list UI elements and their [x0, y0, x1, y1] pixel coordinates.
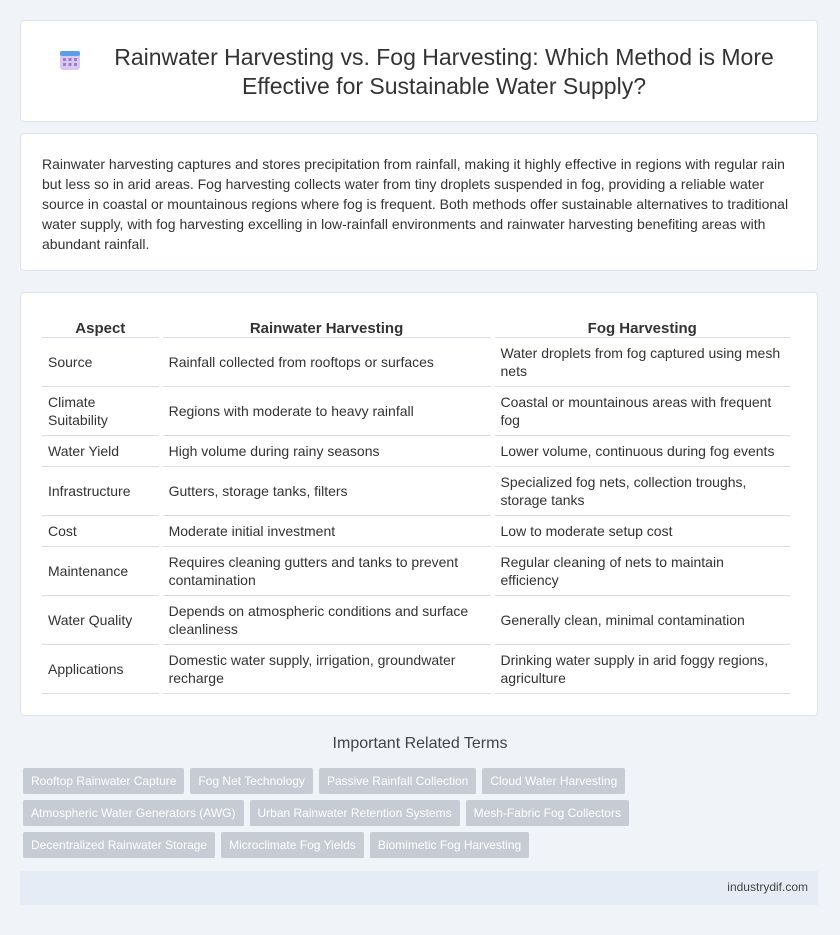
cell-rainwater: Moderate initial investment: [163, 516, 491, 547]
table-row: [42, 467, 790, 516]
cell-rainwater: Requires cleaning gutters and tanks to prevent contamination: [163, 547, 491, 596]
cell-aspect: Cost: [42, 516, 159, 547]
comparison-card: [20, 292, 818, 716]
table-header-row: [42, 315, 790, 338]
cell-rainwater: Depends on atmospheric conditions and surface cleanliness: [163, 596, 491, 645]
related-term-tag[interactable]: Fog Net Technology: [190, 768, 313, 794]
calendar-grid-icon: [59, 49, 81, 71]
page-title: Rainwater Harvesting vs. Fog Harvesting: Which Method is More Effective for Sustainable Water Supply?: [114, 44, 774, 99]
cell-fog: Coastal or mountainous areas with frequent fog: [495, 387, 791, 436]
table-row: [42, 547, 790, 596]
cell-aspect: Water Quality: [42, 596, 159, 645]
header-aspect: Aspect: [42, 315, 159, 338]
related-term-tag[interactable]: Biomimetic Fog Harvesting: [370, 832, 529, 858]
cell-fog: Lower volume, continuous during fog events: [495, 436, 791, 467]
cell-fog: Regular cleaning of nets to maintain efficiency: [495, 547, 791, 596]
table-row: [42, 645, 790, 694]
related-term-tag[interactable]: Urban Rainwater Retention Systems: [250, 800, 460, 826]
cell-aspect: Climate Suitability: [42, 387, 159, 436]
related-terms-heading: Important Related Terms: [332, 735, 508, 752]
related-term-tag[interactable]: Rooftop Rainwater Capture: [23, 768, 184, 794]
related-term-tag[interactable]: Atmospheric Water Generators (AWG): [23, 800, 244, 826]
table-row: [42, 596, 790, 645]
cell-aspect: Maintenance: [42, 547, 159, 596]
cell-fog: Drinking water supply in arid foggy regions, agriculture: [495, 645, 791, 694]
table-row: [42, 436, 790, 467]
related-term-tag[interactable]: Cloud Water Harvesting: [482, 768, 625, 794]
site-name[interactable]: industrydif.com: [727, 880, 808, 894]
table-row: [42, 387, 790, 436]
related-terms-list: [23, 768, 823, 858]
cell-fog: Water droplets from fog captured using mesh nets: [495, 338, 791, 387]
intro-card: [20, 133, 818, 271]
header-rainwater: Rainwater Harvesting: [163, 315, 491, 338]
cell-aspect: Infrastructure: [42, 467, 159, 516]
title-card: [20, 20, 818, 122]
table-row: [42, 338, 790, 387]
cell-rainwater: Regions with moderate to heavy rainfall: [163, 387, 491, 436]
intro-paragraph: Rainwater harvesting captures and stores precipitation from rainfall, making it highly effective in regions with regular rain but less so in arid areas. Fog harvesting collects water from tiny droplets suspended in fog, providing a reliable water source in coastal or mountainous regions where fog is frequent. Both methods offer sustainable alternatives to traditional water supply, with fog harvesting excelling in low-rainfall environments and rainwater harvesting benefiting areas with abundant rainfall.: [42, 156, 789, 252]
cell-fog: Specialized fog nets, collection troughs, storage tanks: [495, 467, 791, 516]
header-fog: Fog Harvesting: [495, 315, 791, 338]
cell-rainwater: Gutters, storage tanks, filters: [163, 467, 491, 516]
table-row: [42, 516, 790, 547]
comparison-table: [38, 315, 794, 694]
cell-fog: Generally clean, minimal contamination: [495, 596, 791, 645]
related-term-tag[interactable]: Microclimate Fog Yields: [221, 832, 364, 858]
related-term-tag[interactable]: Mesh-Fabric Fog Collectors: [466, 800, 629, 826]
cell-fog: Low to moderate setup cost: [495, 516, 791, 547]
cell-aspect: Source: [42, 338, 159, 387]
cell-aspect: Water Yield: [42, 436, 159, 467]
related-term-tag[interactable]: Decentralized Rainwater Storage: [23, 832, 215, 858]
cell-aspect: Applications: [42, 645, 159, 694]
cell-rainwater: Domestic water supply, irrigation, groundwater recharge: [163, 645, 491, 694]
cell-rainwater: Rainfall collected from rooftops or surfaces: [163, 338, 491, 387]
related-term-tag[interactable]: Passive Rainfall Collection: [319, 768, 476, 794]
footer-bar: [20, 871, 818, 905]
cell-rainwater: High volume during rainy seasons: [163, 436, 491, 467]
